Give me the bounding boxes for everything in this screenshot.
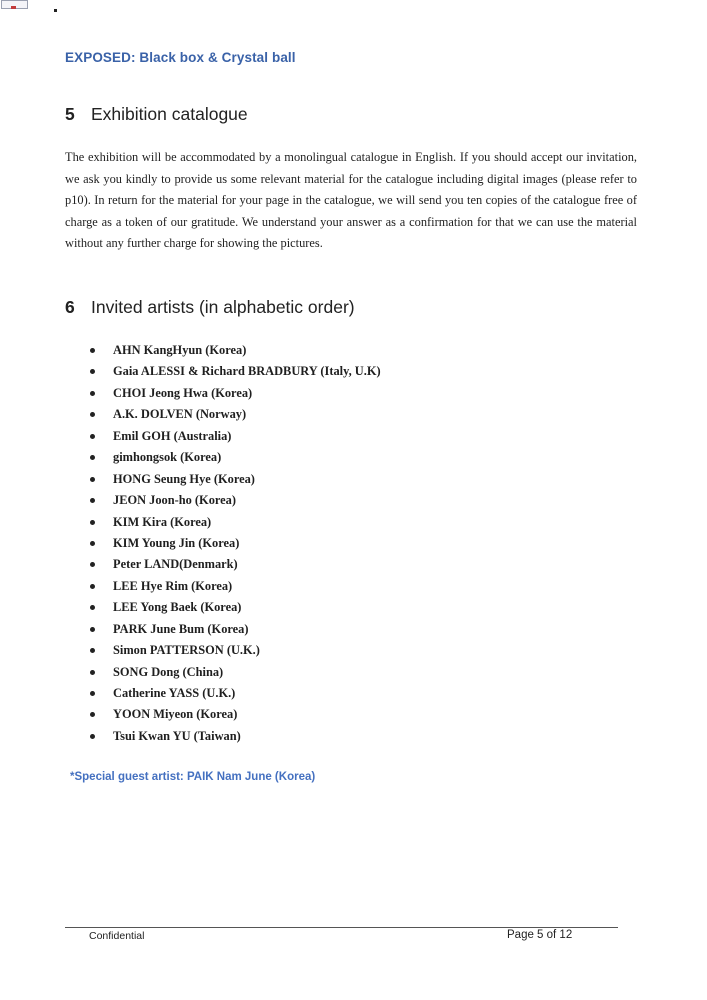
list-item: [90, 383, 381, 404]
artist-list: [90, 340, 381, 747]
list-item: [90, 490, 381, 511]
artist-name: SONG Dong (China): [113, 664, 224, 679]
list-item: [90, 576, 381, 597]
section-6-number: 6: [65, 297, 75, 317]
list-item: [90, 726, 381, 747]
list-item: [90, 447, 381, 468]
list-item: [90, 340, 381, 361]
list-item: [90, 619, 381, 640]
special-guest-note: *Special guest artist: PAIK Nam June (Korea): [70, 771, 316, 783]
list-item: [90, 533, 381, 554]
artist-name: KIM Kira (Korea): [113, 514, 212, 529]
list-item: [90, 597, 381, 618]
bullet-icon: [90, 712, 95, 717]
artist-name: Emil GOH (Australia): [113, 428, 232, 443]
artist-name: HONG Seung Hye (Korea): [113, 471, 255, 486]
bullet-icon: [90, 391, 95, 396]
artist-name: AHN KangHyun (Korea): [113, 343, 247, 357]
list-item: [90, 704, 381, 725]
bullet-icon: [90, 477, 95, 482]
section-5-heading: [65, 104, 248, 125]
bullet-icon: [90, 691, 95, 696]
catalogue-paragraph: The exhibition will be accommodated by a monolingual catalogue in English. If you should accept our invitation, we ask you kindly to provide us some relevant material for the catalogue including digital images (please refer to p10). In return for the material for your page in the catalogue, we will send you ten copies of the catalogue free of charge as a token of our gratitude. We understand your answer as a confirmation for that we can use the material without any further charge for showing the pictures.: [65, 150, 637, 250]
artist-name: Catherine YASS (U.K.): [113, 686, 236, 700]
bullet-icon: [90, 627, 95, 632]
list-item: [90, 662, 381, 683]
list-item: [90, 554, 381, 575]
bullet-icon: [90, 455, 95, 460]
artist-name: PARK June Bum (Korea): [113, 621, 249, 636]
section-6-heading: [65, 297, 355, 318]
bullet-icon: [90, 605, 95, 610]
bullet-icon: [90, 369, 95, 374]
section-5-title: Exhibition catalogue: [91, 104, 248, 124]
bullet-icon: [90, 434, 95, 439]
artist-name: Simon PATTERSON (U.K.): [113, 643, 260, 658]
bullet-icon: [90, 562, 95, 567]
artist-name: A.K. DOLVEN (Norway): [113, 407, 247, 422]
bullet-icon: [90, 670, 95, 675]
artist-name: CHOI Jeong Hwa (Korea): [113, 385, 253, 400]
footer-page-number: Page 5 of 12: [507, 929, 573, 941]
document-header-title: EXPOSED: Black box & Crystal ball: [65, 50, 296, 65]
bullet-icon: [90, 348, 95, 353]
section-5-number: 5: [65, 104, 75, 124]
corner-dot: [54, 9, 57, 12]
footer-confidential-label: Confidential: [89, 930, 145, 942]
list-item: [90, 640, 381, 661]
list-item: [90, 683, 381, 704]
bullet-icon: [90, 734, 95, 739]
artist-name: YOON Miyeon (Korea): [113, 707, 238, 722]
bullet-icon: [90, 498, 95, 503]
list-item: [90, 469, 381, 490]
section-6-title: Invited artists (in alphabetic order): [91, 297, 355, 317]
artist-name: LEE Yong Baek (Korea): [113, 600, 242, 615]
bullet-icon: [90, 648, 95, 653]
corner-logo: [1, 0, 28, 9]
artist-name: LEE Hye Rim (Korea): [113, 578, 233, 593]
bullet-icon: [90, 541, 95, 546]
artist-name: JEON Joon-ho (Korea): [113, 493, 236, 508]
artist-name: Peter LAND(Denmark): [113, 557, 238, 572]
artist-name: Tsui Kwan YU (Taiwan): [113, 728, 241, 743]
artist-name: KIM Young Jin (Korea): [113, 535, 240, 550]
artist-name: Gaia ALESSI & Richard BRADBURY (Italy, U.K): [113, 364, 381, 379]
bullet-icon: [90, 584, 95, 589]
footer-divider: [65, 927, 618, 928]
list-item: [90, 404, 381, 425]
list-item: [90, 512, 381, 533]
list-item: [90, 426, 381, 447]
bullet-icon: [90, 520, 95, 525]
list-item: [90, 361, 381, 382]
bullet-icon: [90, 412, 95, 417]
artist-name: gimhongsok (Korea): [113, 450, 222, 465]
